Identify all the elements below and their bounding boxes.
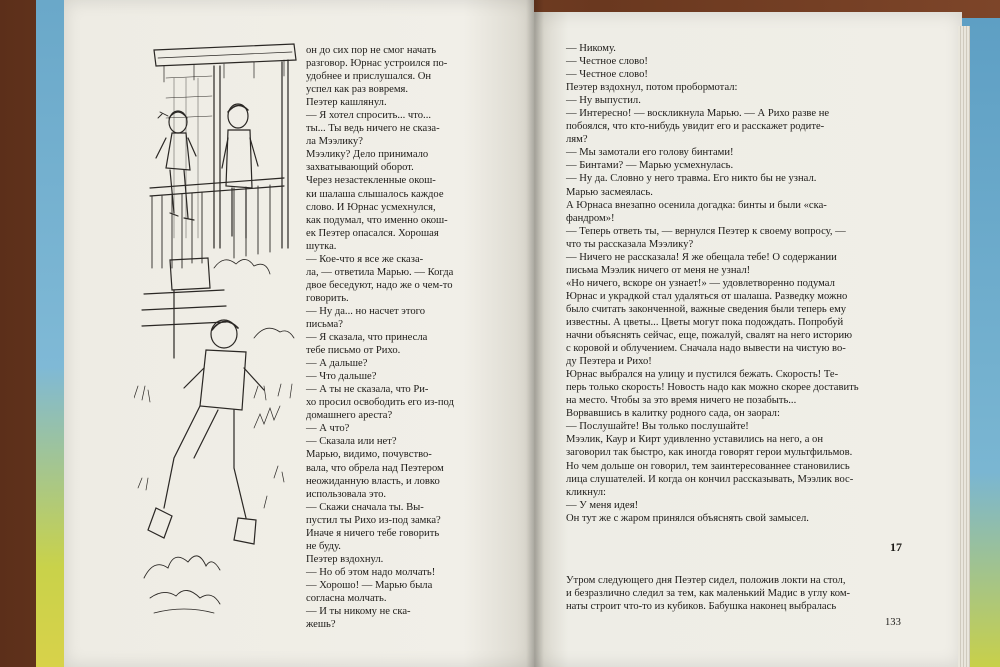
text-line: — Хорошо! — Марью была bbox=[306, 579, 433, 591]
text-line: и безразлично следил за тем, как маленький Мадис в углу ком- bbox=[566, 588, 851, 600]
text-line: жешь? bbox=[306, 619, 336, 631]
text-line: Юрнас и укрaдкой стал удаляться от шалаша. Разведку можно bbox=[566, 290, 848, 302]
text-line: — И ты никому не ска- bbox=[306, 606, 411, 618]
text-line: — А ты не сказала, что Ри- bbox=[306, 384, 429, 396]
text-line: слово. И Юрнас усмехнулся, bbox=[306, 201, 436, 213]
text-line: Пеэтер вздохнул. bbox=[306, 553, 384, 565]
text-line: наты строит что-то из кубиков. Бабушка наконец выбралась bbox=[566, 601, 837, 613]
text-line: начни объяснять сейчас, еще, пожалуй, свалят на него историю bbox=[566, 330, 853, 342]
text-line: — Ну да. Словно у него травма. Его никто бы не узнал. bbox=[566, 173, 817, 185]
text-line: письма? bbox=[306, 318, 343, 330]
text-line: двое беседуют, надо же о чем-то bbox=[306, 279, 453, 291]
text-line: лица слушателей. И когда он кончил рассказывать, Мээлик вос- bbox=[566, 473, 854, 485]
left-page-text bbox=[306, 44, 516, 631]
text-line: удобнее и прислушался. Он bbox=[306, 71, 432, 83]
text-line: — Честное слово! bbox=[566, 56, 648, 68]
text-line: Утром следующего дня Пеэтер сидел, положив локти на стол, bbox=[566, 575, 846, 586]
text-line: побоялся, что кто-нибудь увидит его и расскажет родите- bbox=[566, 121, 825, 133]
text-line: — Послушайте! Вы только послушайте! bbox=[566, 421, 749, 433]
text-line: Мээлику? Дело принимало bbox=[306, 149, 429, 161]
text-line: Через незастекленные окош- bbox=[306, 175, 436, 187]
text-line: тебе письмо от Рихо. bbox=[306, 345, 401, 357]
text-line: заговорил так быстро, как иногда говорят герои мультфильмов. bbox=[566, 447, 853, 459]
text-line: Иначе я ничего тебе говорить bbox=[306, 527, 440, 539]
text-line: использовала это. bbox=[306, 488, 387, 500]
text-line: ла Мээлику? bbox=[306, 136, 363, 148]
text-line: — Скажи сначала ты. Вы- bbox=[306, 501, 424, 513]
text-line: перь только скорость! Новость надо как можно скорее доставить bbox=[566, 382, 859, 394]
text-line: согласна молчать. bbox=[306, 592, 387, 604]
text-line: — Я хотел спросить... что... bbox=[306, 110, 431, 122]
text-line: известны. А цветы... Цветы могут пока подождать. Попробуй bbox=[566, 316, 844, 328]
page-edges bbox=[958, 26, 970, 667]
text-line: — Сказала или нет? bbox=[306, 436, 397, 448]
text-line: пустил ты Рихо из-под замка? bbox=[306, 514, 441, 526]
text-line: было считать законченной, важные сведения были теперь ему bbox=[566, 303, 847, 315]
text-line: Пеэтер кашлянул. bbox=[306, 97, 387, 109]
text-line: ла, — ответила Марью. — Когда bbox=[306, 266, 454, 278]
text-line: что ты рассказала Мээлику? bbox=[566, 238, 694, 250]
text-line: захватывающий оборот. bbox=[306, 162, 414, 174]
text-line: успел как раз вовремя. bbox=[306, 84, 409, 96]
book-gutter bbox=[526, 0, 544, 667]
text-line: — Ну да... но насчет этого bbox=[306, 305, 426, 317]
text-line: — А что? bbox=[306, 423, 350, 435]
text-line: вала, что обрела над Пеэтером bbox=[306, 462, 444, 474]
text-line: кликнул: bbox=[566, 486, 606, 498]
text-line: — Честное слово! bbox=[566, 69, 648, 81]
right-page-text bbox=[566, 42, 896, 525]
text-line: — Интересно! — воскликнула Марью. — А Рихо разве не bbox=[566, 108, 830, 120]
text-line: неожиданную власть, и ловко bbox=[306, 475, 440, 487]
text-line: с коровой и облучением. Сначала надо вывести на чистую во- bbox=[566, 343, 846, 355]
text-line: ек Пеэтер опасался. Хорошая bbox=[306, 227, 439, 239]
text-line: на место. Чтобы за это время ничего не позабыть... bbox=[566, 395, 797, 407]
page-number: 133 bbox=[885, 617, 901, 628]
chapter-number: 17 bbox=[890, 540, 902, 554]
text-line: — Ничего не рассказала! Я же обещала тебе! О содержании bbox=[566, 251, 837, 263]
text-line: ду Пеэтера и Рихо! bbox=[566, 356, 652, 368]
text-line: как подумал, что именно окош- bbox=[306, 214, 448, 226]
text-line: — Никому. bbox=[566, 43, 616, 54]
text-line: домашнего ареста? bbox=[306, 410, 393, 422]
chapter-opening-text bbox=[566, 574, 896, 613]
text-line: — Бинтами? — Марью усмехнулась. bbox=[566, 160, 734, 172]
text-line: Марью засмеялась. bbox=[566, 186, 653, 198]
text-line: А Юрнаса внезапно осенила догадка: бинты и были «ска- bbox=[566, 199, 827, 211]
text-line: не буду. bbox=[306, 540, 341, 552]
text-line: хо просил освободить его из-под bbox=[306, 397, 454, 409]
text-line: — Я сказала, что принесла bbox=[306, 332, 428, 344]
text-line: фандром»! bbox=[566, 212, 615, 224]
text-line: Марью, видимо, почувство- bbox=[306, 449, 432, 461]
text-line: Он тут же с жаром принялся объяснять свой замысел. bbox=[566, 512, 809, 524]
text-line: ты... Ты ведь ничего не сказа- bbox=[306, 123, 440, 135]
text-line: лям? bbox=[566, 134, 588, 146]
text-line: — А дальше? bbox=[306, 358, 368, 370]
text-line: — Теперь ответь ты, — вернулся Пеэтер к своему вопросу, — bbox=[566, 225, 846, 237]
text-line: Ворвавшись в калитку родного сада, он заорал: bbox=[566, 408, 780, 420]
text-line: письма Мээлик ничего от меня не узнал! bbox=[566, 264, 751, 276]
text-line: — Мы замотали его голову бинтами! bbox=[566, 147, 734, 159]
text-line: ки шалаша слышалось каждое bbox=[306, 188, 444, 200]
text-line: Пеэтер вздохнул, потом пробормотал: bbox=[566, 82, 738, 94]
text-line: Мээлик, Каур и Кирт удивленно уставились на него, а он bbox=[566, 434, 824, 446]
text-line: он до сих пор не смог начать bbox=[306, 45, 437, 56]
text-line: — У меня идея! bbox=[566, 499, 639, 511]
text-line: — Но об этом надо молчать! bbox=[306, 566, 436, 578]
text-line: шутка. bbox=[306, 240, 337, 252]
text-line: — Ну выпустил. bbox=[566, 95, 641, 107]
text-line: «Но ничего, вскоре он узнает!» — удовлетворенно подумал bbox=[566, 277, 835, 289]
text-line: Юрнас выбрался на улицу и пустился бежать. Скорость! Те- bbox=[566, 369, 839, 381]
book-illustration-children-porch-icon bbox=[134, 38, 300, 616]
text-line: — Кое-что я все же сказа- bbox=[306, 253, 424, 265]
text-line: разговор. Юрнас устроился по- bbox=[306, 58, 448, 70]
text-line: — Что дальше? bbox=[306, 371, 377, 383]
text-line: говорить. bbox=[306, 292, 349, 304]
text-line: Но чем дольше он говорил, тем заинтересованнее становились bbox=[566, 460, 850, 472]
